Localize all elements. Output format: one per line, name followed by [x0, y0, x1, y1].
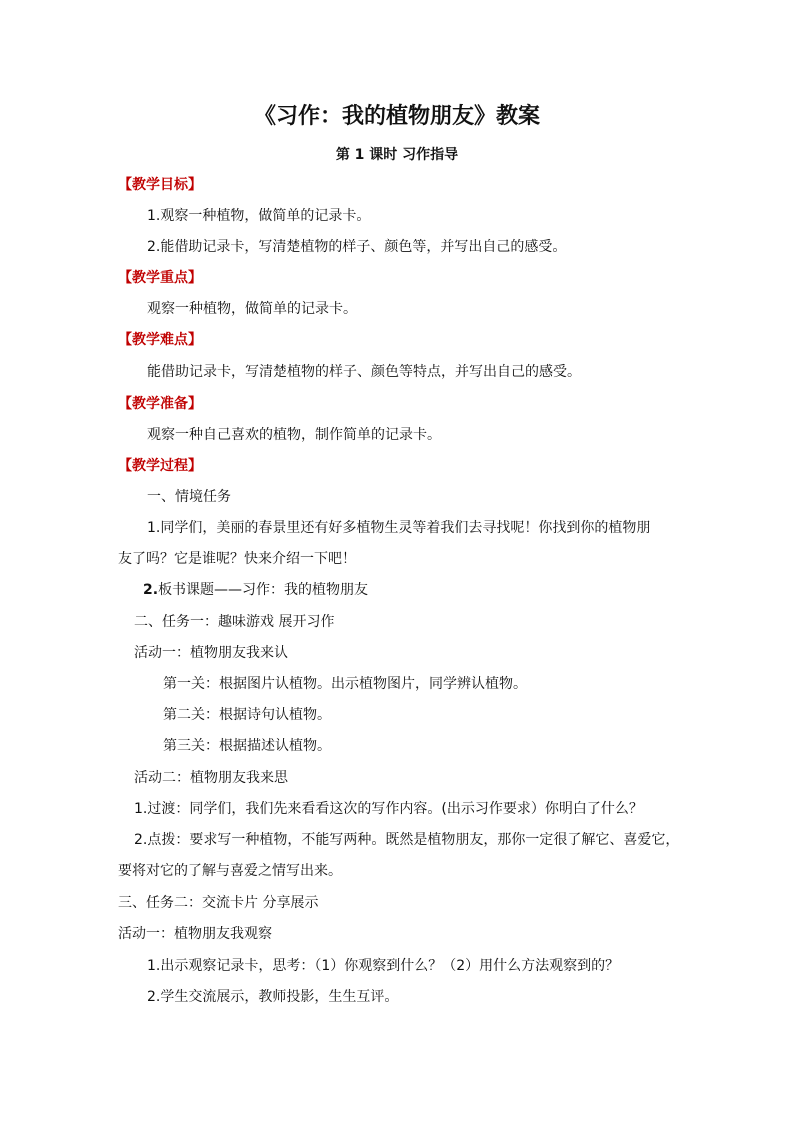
- paragraph-line: 要将对它的了解与喜爱之情写出来。: [118, 863, 342, 879]
- item-number: 2.: [143, 582, 159, 598]
- heading-preparation: 【教学准备】: [118, 396, 202, 412]
- paragraph-line: 1.过渡：同学们，我们先来看看这次的写作内容。(出示习作要求）你明白了什么？: [134, 801, 643, 817]
- page-title: 《习作：我的植物朋友》教案: [253, 104, 540, 129]
- heading-key-points: 【教学重点】: [118, 270, 202, 286]
- paragraph-line: 友了吗？它是谁呢？快来介绍一下吧！: [118, 551, 356, 567]
- paragraph-line: 1.出示观察记录卡，思考：（1）你观察到什么？（2）用什么方法观察到的？: [147, 958, 620, 974]
- difficulties-text: 能借助记录卡，写清楚植物的样子、颜色等特点，并写出自己的感受。: [147, 364, 581, 380]
- activity-heading: 活动一：植物朋友我来认: [134, 645, 288, 661]
- heading-goals: 【教学目标】: [118, 177, 202, 193]
- section-heading: 一、情境任务: [147, 489, 231, 505]
- paragraph-line: 第二关：根据诗句认植物。: [163, 707, 331, 723]
- goal-item: 2.能借助记录卡，写清楚植物的样子、颜色等，并写出自己的感受。: [147, 239, 567, 255]
- paragraph-line: 2.点拨：要求写一种植物，不能写两种。既然是植物朋友，那你一定很了解它、喜爱它，: [134, 832, 680, 848]
- paragraph-line: 2.学生交流展示，教师投影，生生互评。: [147, 989, 399, 1005]
- goal-item: 1.观察一种植物，做简单的记录卡。: [147, 208, 371, 224]
- section-heading: 二、任务一：趣味游戏 展开习作: [134, 614, 335, 630]
- heading-difficulties: 【教学难点】: [118, 332, 202, 348]
- paragraph-line: 1.同学们，美丽的春景里还有好多植物生灵等着我们去寻找呢！你找到你的植物朋: [147, 520, 651, 536]
- activity-heading: 活动一：植物朋友我观察: [118, 926, 272, 942]
- paragraph-line: 第三关：根据描述认植物。: [163, 738, 331, 754]
- heading-process: 【教学过程】: [118, 458, 202, 474]
- paragraph-line: [143, 580, 368, 600]
- activity-heading: 活动二：植物朋友我来思: [134, 770, 288, 786]
- page-subtitle: 第 1 课时 习作指导: [335, 147, 459, 163]
- item-text: 板书课题——习作：我的植物朋友: [158, 582, 369, 598]
- paragraph-line: 第一关：根据图片认植物。出示植物图片，同学辨认植物。: [163, 676, 527, 692]
- section-heading: 三、任务二：交流卡片 分享展示: [118, 895, 319, 911]
- preparation-text: 观察一种自己喜欢的植物，制作简单的记录卡。: [147, 427, 441, 443]
- key-points-text: 观察一种植物，做简单的记录卡。: [147, 301, 357, 317]
